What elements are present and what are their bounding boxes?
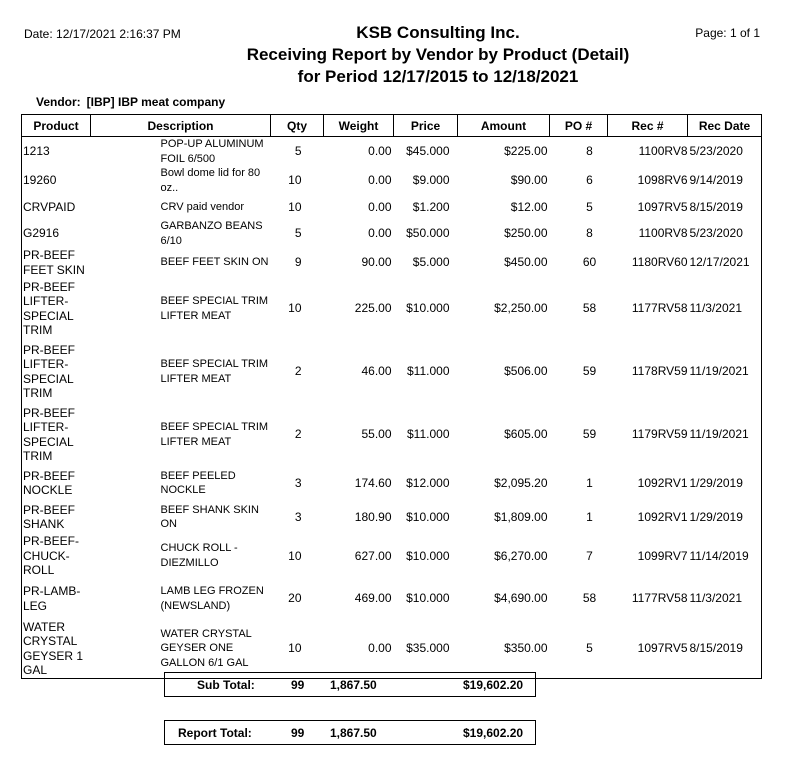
cell-weight: 174.60 — [354, 475, 392, 490]
table-row — [22, 466, 762, 500]
cell-rec-date: 11/19/2021 — [689, 427, 749, 442]
cell-rec: 1099RV7 — [637, 548, 688, 563]
cell-amount: $450.00 — [504, 255, 548, 270]
table-row — [22, 137, 762, 167]
cell-description: BEEF PEELED NOCKLE — [160, 469, 236, 496]
cell-po: 60 — [582, 255, 597, 270]
column-header: Qty — [271, 115, 324, 137]
cell-rec-date: 8/15/2019 — [689, 199, 743, 214]
cell-rec: 1092RV1 — [637, 475, 688, 490]
table-row — [22, 219, 762, 248]
cell-price: $12.000 — [406, 475, 450, 490]
cell-description: LAMB LEG FROZEN (NEWSLAND) — [160, 585, 264, 612]
cell-weight: 0.00 — [368, 641, 392, 656]
cell-price: $50.000 — [406, 226, 450, 241]
cell-description: BEEF SHANK SKIN ON — [160, 503, 259, 530]
cell-price: $45.000 — [406, 144, 450, 159]
cell-rec-date: 11/3/2021 — [689, 591, 742, 606]
cell-product: PR-BEEF LIFTER-SPECIAL TRIM — [23, 279, 76, 337]
cell-description: BEEF FEET SKIN ON — [160, 256, 269, 269]
cell-product: PR-BEEF-CHUCK-ROLL — [23, 534, 80, 577]
cell-amount: $2,095.20 — [494, 475, 548, 490]
cell-rec-date: 1/29/2019 — [689, 475, 743, 490]
cell-description: BEEF SPECIAL TRIM LIFTER MEAT — [160, 421, 269, 448]
table-row — [22, 277, 762, 340]
cell-qty: 2 — [294, 427, 302, 442]
cell-po: 8 — [586, 144, 593, 159]
cell-qty: 10 — [288, 548, 302, 563]
cell-po: 5 — [586, 641, 593, 656]
cell-po: 59 — [582, 364, 597, 379]
company-name: KSB Consulting Inc. — [356, 23, 520, 42]
cell-product: WATER CRYSTAL GEYSER 1 GAL — [23, 619, 84, 677]
cell-price: $35.000 — [406, 641, 450, 656]
cell-price: $5.000 — [412, 255, 450, 270]
page-number: Page: 1 of 1 — [695, 26, 760, 40]
cell-description: CRV paid vendor — [160, 200, 245, 213]
column-header: Amount — [458, 115, 550, 137]
cell-description: GARBANZO BEANS 6/10 — [160, 220, 263, 247]
column-header: Price — [394, 115, 458, 137]
vendor-name: [IBP] IBP meat company — [86, 95, 226, 109]
cell-rec: 1100RV8 — [638, 226, 688, 241]
cell-rec: 1178RV59 — [631, 364, 688, 379]
cell-rec: 1097RV5 — [637, 199, 688, 214]
cell-qty: 10 — [288, 301, 302, 316]
vendor-label: Vendor: — [36, 95, 81, 109]
report-total-label: Report Total: — [178, 726, 252, 740]
sub-total-weight: 1,867.50 — [330, 678, 377, 692]
table-row — [22, 248, 762, 277]
cell-weight: 46.00 — [361, 364, 392, 379]
cell-rec: 1098RV6 — [637, 173, 688, 188]
cell-po: 5 — [586, 199, 593, 214]
cell-amount: $12.00 — [510, 199, 548, 214]
cell-qty: 20 — [288, 591, 302, 606]
cell-weight: 0.00 — [368, 144, 392, 159]
cell-price: $10.000 — [406, 548, 450, 563]
table-row — [22, 403, 762, 466]
cell-amount: $225.00 — [504, 144, 548, 159]
cell-po: 58 — [582, 591, 597, 606]
table-row — [22, 195, 762, 219]
cell-rec: 1097RV5 — [637, 641, 688, 656]
cell-price: $1.200 — [412, 199, 450, 214]
cell-amount: $2,250.00 — [494, 301, 548, 316]
cell-weight: 627.00 — [354, 548, 392, 563]
column-header: PO # — [550, 115, 608, 137]
report-date: Date: 12/17/2021 2:16:37 PM — [24, 27, 181, 41]
cell-weight: 90.00 — [361, 255, 392, 270]
cell-po: 59 — [582, 427, 597, 442]
cell-rec-date: 11/3/2021 — [689, 301, 742, 316]
vendor-line — [36, 95, 231, 109]
table-row — [22, 500, 762, 534]
sub-total-box — [164, 672, 536, 697]
report-title: Receiving Report by Vendor by Product (Detail) — [246, 45, 630, 64]
report-total-box — [164, 720, 536, 745]
column-header: Description — [91, 115, 271, 137]
cell-product: PR-BEEF LIFTER-SPECIAL TRIM — [23, 342, 76, 400]
cell-price: $10.000 — [406, 509, 450, 524]
table-row — [22, 578, 762, 620]
cell-rec: 1177RV58 — [631, 591, 688, 606]
cell-rec: 1179RV59 — [631, 427, 688, 442]
report-total-weight: 1,867.50 — [330, 726, 377, 740]
table-row — [22, 534, 762, 578]
cell-product: CRVPAID — [23, 199, 76, 214]
receiving-table — [21, 114, 762, 679]
cell-weight: 225.00 — [354, 301, 392, 316]
cell-qty: 10 — [288, 641, 302, 656]
cell-po: 6 — [586, 173, 593, 188]
cell-product: PR-LAMB-LEG — [23, 584, 81, 613]
cell-po: 7 — [586, 548, 593, 563]
cell-rec-date: 5/23/2020 — [689, 144, 743, 159]
cell-rec-date: 9/14/2019 — [689, 173, 743, 188]
table-header-row — [22, 115, 762, 137]
cell-weight: 0.00 — [368, 226, 392, 241]
cell-po: 58 — [582, 301, 597, 316]
report-total-amount: $19,602.20 — [463, 726, 524, 740]
cell-description: BEEF SPECIAL TRIM LIFTER MEAT — [160, 358, 269, 385]
cell-price: $11.000 — [407, 364, 450, 379]
cell-amount: $90.00 — [510, 173, 548, 188]
sub-total-qty: 99 — [291, 678, 305, 692]
report-period: for Period 12/17/2015 to 12/18/2021 — [297, 67, 579, 86]
cell-rec: 1177RV58 — [631, 301, 688, 316]
cell-po: 1 — [586, 509, 593, 524]
cell-price: $10.000 — [406, 301, 450, 316]
cell-description: CHUCK ROLL -DIEZMILLO — [160, 542, 238, 569]
cell-qty: 10 — [288, 173, 302, 188]
column-header: Rec Date — [688, 115, 762, 137]
cell-description: WATER CRYSTAL GEYSER ONE GALLON 6/1 GAL — [160, 627, 252, 669]
cell-price: $9.000 — [412, 173, 450, 188]
cell-price: $11.000 — [407, 427, 450, 442]
cell-rec: 1100RV8 — [638, 144, 688, 159]
cell-product: 1213 — [23, 144, 50, 159]
cell-amount: $6,270.00 — [494, 548, 548, 563]
cell-product: 19260 — [23, 173, 57, 188]
cell-rec-date: 11/19/2021 — [689, 364, 749, 379]
cell-weight: 469.00 — [354, 591, 392, 606]
report-total-qty: 99 — [291, 726, 305, 740]
cell-product: G2916 — [23, 226, 60, 241]
cell-product: PR-BEEF NOCKLE — [23, 468, 76, 497]
cell-amount: $605.00 — [504, 427, 548, 442]
cell-qty: 3 — [294, 509, 302, 524]
cell-rec-date: 8/15/2019 — [689, 641, 743, 656]
cell-po: 8 — [586, 226, 593, 241]
cell-qty: 10 — [288, 199, 302, 214]
cell-weight: 180.90 — [354, 509, 392, 524]
cell-weight: 0.00 — [368, 173, 392, 188]
table-row — [22, 340, 762, 403]
cell-rec-date: 11/14/2019 — [689, 548, 749, 563]
cell-qty: 5 — [294, 226, 302, 241]
column-header: Product — [22, 115, 91, 137]
cell-rec-date: 12/17/2021 — [689, 255, 750, 270]
cell-rec-date: 5/23/2020 — [689, 226, 743, 241]
table-row — [22, 166, 762, 195]
cell-weight: 0.00 — [368, 199, 392, 214]
cell-qty: 9 — [294, 255, 302, 270]
cell-price: $10.000 — [406, 591, 450, 606]
sub-total-amount: $19,602.20 — [463, 678, 524, 692]
cell-rec: 1092RV1 — [637, 509, 688, 524]
cell-qty: 5 — [294, 144, 302, 159]
cell-description: POP-UP ALUMINUM FOIL 6/500 — [160, 138, 264, 165]
cell-qty: 3 — [294, 475, 302, 490]
cell-amount: $4,690.00 — [494, 591, 548, 606]
cell-rec: 1180RV60 — [631, 255, 688, 270]
cell-amount: $1,809.00 — [494, 509, 548, 524]
cell-product: PR-BEEF FEET SKIN — [23, 248, 85, 277]
cell-rec-date: 1/29/2019 — [689, 509, 743, 524]
sub-total-label: Sub Total: — [197, 678, 255, 692]
cell-qty: 2 — [294, 364, 302, 379]
cell-amount: $350.00 — [504, 641, 548, 656]
cell-product: PR-BEEF LIFTER-SPECIAL TRIM — [23, 405, 76, 463]
table-row — [22, 620, 762, 679]
cell-description: BEEF SPECIAL TRIM LIFTER MEAT — [160, 295, 269, 322]
cell-amount: $506.00 — [504, 364, 548, 379]
column-header: Weight — [324, 115, 394, 137]
cell-description: Bowl dome lid for 80 oz.. — [160, 167, 261, 194]
report-header — [0, 22, 811, 88]
cell-product: PR-BEEF SHANK — [23, 502, 76, 531]
cell-amount: $250.00 — [504, 226, 548, 241]
cell-weight: 55.00 — [361, 427, 392, 442]
column-header: Rec # — [608, 115, 688, 137]
cell-po: 1 — [586, 475, 593, 490]
